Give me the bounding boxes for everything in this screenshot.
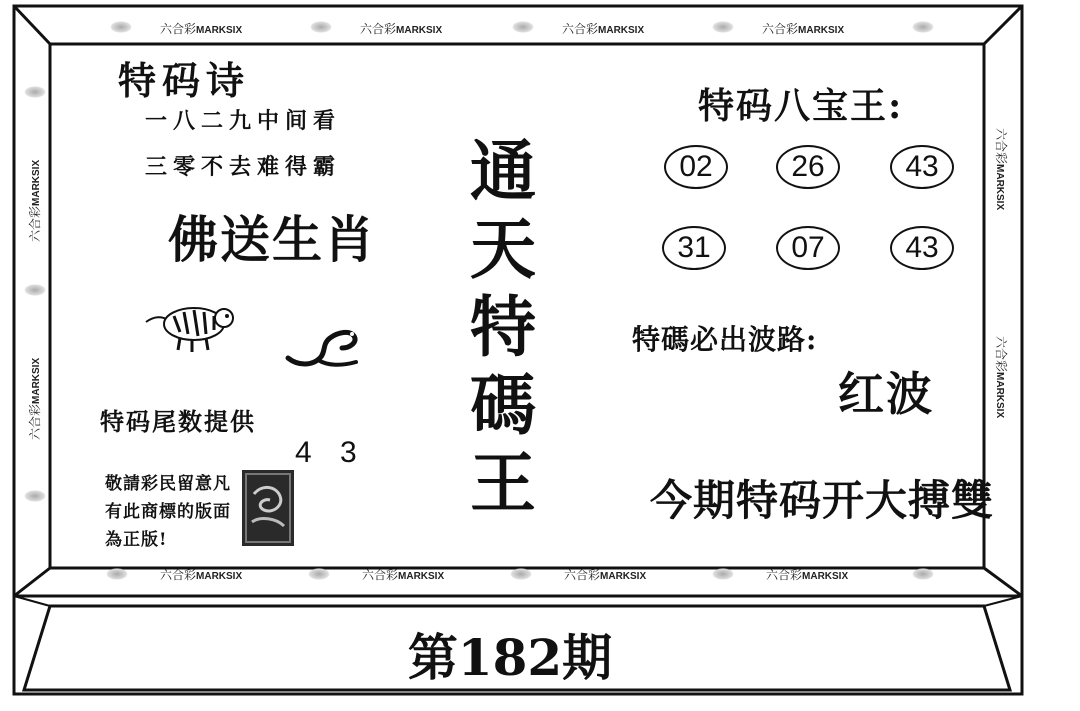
border-tag: 六合彩MARKSIX bbox=[762, 22, 845, 36]
poem-title: 特码诗 bbox=[118, 58, 251, 103]
border-tag: 六合彩MARKSIX bbox=[766, 568, 849, 582]
number-ball: 26 bbox=[776, 145, 840, 189]
zodiac-gift: 佛送生肖 bbox=[168, 210, 376, 269]
border-tag: 六合彩MARKSIX bbox=[362, 568, 445, 582]
main-title bbox=[458, 132, 548, 522]
number-ball: 43 bbox=[890, 226, 954, 270]
eight-kings-label: 特码八宝王: bbox=[698, 85, 904, 127]
tiger-icon bbox=[140, 296, 240, 354]
tail-label: 特码尾数提供 bbox=[100, 407, 256, 436]
number-ball: 31 bbox=[662, 226, 726, 270]
border-tag: 六合彩MARKSIX bbox=[160, 22, 243, 36]
tail-value: 4 3 bbox=[295, 436, 367, 469]
main-title-char: 天 bbox=[470, 210, 536, 288]
main-title-char: 特 bbox=[470, 288, 536, 366]
main-title-char: 王 bbox=[470, 444, 536, 522]
issue-number: 第182期 bbox=[407, 628, 613, 687]
border-tag: 六合彩MARKSIX bbox=[160, 568, 243, 582]
number-ball: 02 bbox=[664, 145, 728, 189]
poem-line-2: 三零不去难得霸 bbox=[145, 154, 342, 180]
number-ball: 43 bbox=[890, 145, 954, 189]
border-tag: 六合彩MARKSIX bbox=[994, 336, 1008, 419]
wave-value: 红波 bbox=[838, 367, 934, 421]
poem-line-1: 一八二九中间看 bbox=[145, 108, 342, 134]
slogan: 今期特码开大搏雙 bbox=[650, 476, 995, 525]
snake-icon bbox=[284, 318, 364, 372]
border-tag: 六合彩MARKSIX bbox=[28, 159, 42, 242]
trademark-stamp-icon bbox=[242, 470, 294, 546]
border-tag: 六合彩MARKSIX bbox=[562, 22, 645, 36]
wave-label: 特碼必出波路: bbox=[632, 323, 818, 356]
border-tag: 六合彩MARKSIX bbox=[994, 128, 1008, 211]
border-tag: 六合彩MARKSIX bbox=[564, 568, 647, 582]
main-title-char: 碼 bbox=[470, 366, 536, 444]
border-tag: 六合彩MARKSIX bbox=[360, 22, 443, 36]
notice-text: 敬請彩民留意凡有此商標的版面為正版! bbox=[105, 474, 231, 550]
number-ball: 07 bbox=[776, 226, 840, 270]
border-tag: 六合彩MARKSIX bbox=[28, 357, 42, 440]
main-title-char: 通 bbox=[470, 132, 536, 210]
